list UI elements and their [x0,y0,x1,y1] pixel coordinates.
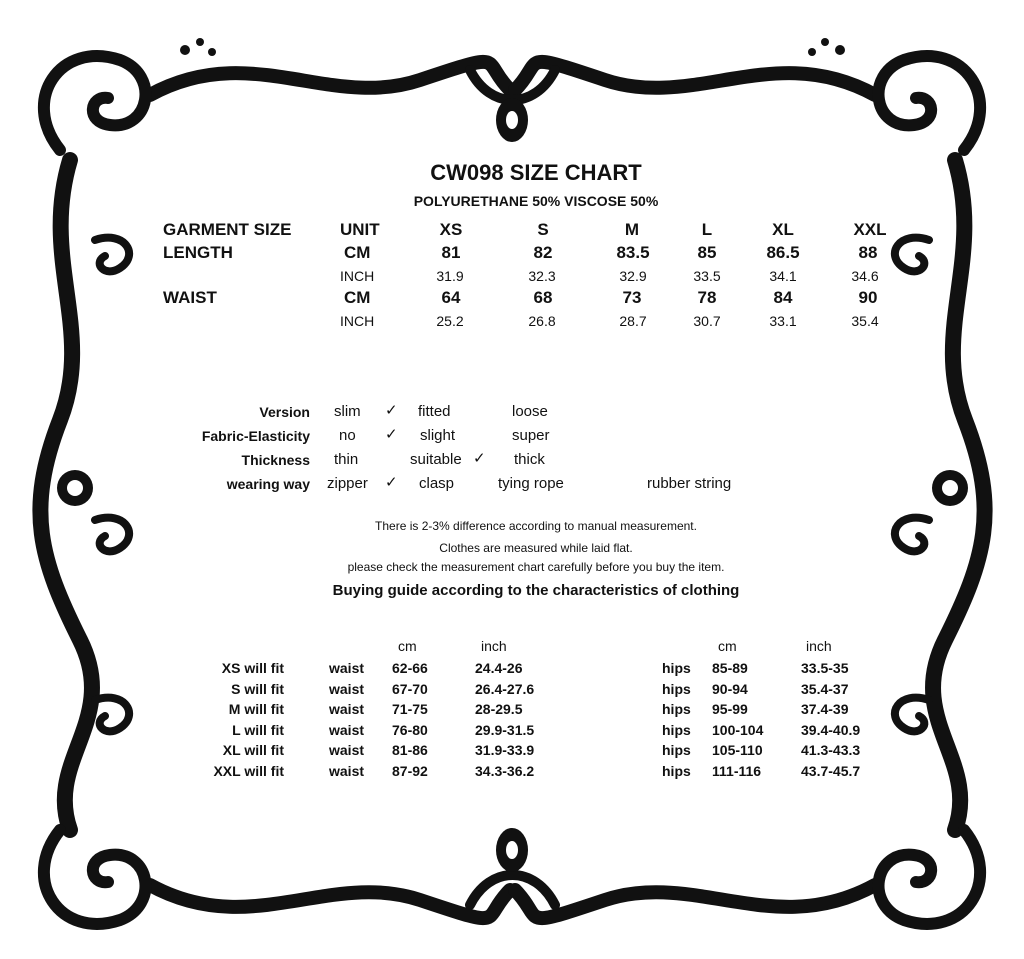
table-cell: 84 [773,288,793,307]
unit-inch: INCH [340,313,375,329]
guide-cm: 76-80 [392,722,428,738]
table-cell: 26.8 [528,313,556,329]
attr-option: zipper [327,475,368,492]
header-s: S [537,220,549,239]
guide-part: waist [329,660,365,676]
table-cell: 35.4 [851,313,879,329]
table-cell: 78 [697,288,717,307]
table-cell: 28.7 [619,313,647,329]
guide-cm: 62-66 [392,660,428,676]
guide-part2: hips [662,722,691,738]
check-mark-icon: ✓ [385,426,398,443]
attr-option: thin [334,451,359,468]
guide-cm: 81-86 [392,742,428,758]
check-mark-icon: ✓ [473,450,486,467]
attr-option: no [339,427,356,444]
guide-col-inch: inch [481,638,507,654]
guide-cm2: 85-89 [712,660,748,676]
guide-part: waist [329,681,365,697]
guide-cm2: 111-116 [712,763,762,779]
table-cell: 82 [533,243,553,262]
table-cell: 73 [622,288,642,307]
attr-option: super [512,427,550,444]
table-cell: 30.7 [693,313,721,329]
guide-cm2: 105-110 [712,742,763,758]
guide-part2: hips [662,763,691,779]
guide-col-cm: cm [718,638,737,654]
guide-size: S will fit [231,681,284,697]
guide-part2: hips [662,701,691,717]
guide-cm2: 95-99 [712,701,748,717]
table-cell: 32.3 [528,268,556,284]
table-cell: 83.5 [616,243,650,262]
attr-label-version: Version [259,404,310,420]
material-subtitle: POLYURETHANE 50% VISCOSE 50% [413,193,659,209]
guide-inch2: 43.7-45.7 [801,763,861,779]
unit-cm: CM [344,288,371,307]
guide-part: waist [329,701,365,717]
header-unit: UNIT [340,220,380,239]
table-cell: 81 [441,243,461,262]
guide-inch2: 39.4-40.9 [801,722,861,738]
header-xxl: XXL [853,220,887,239]
guide-part2: hips [662,681,691,697]
note-line: Clothes are measured while laid flat. [439,541,633,555]
guide-size: XXL will fit [213,763,284,779]
guide-cm: 67-70 [392,681,428,697]
guide-size: XS will fit [221,660,284,676]
attr-option: tying rope [498,475,564,492]
table-cell: 31.9 [436,268,464,284]
table-cell: 34.6 [851,268,879,284]
guide-inch: 29.9-31.5 [475,722,535,738]
table-cell: 32.9 [619,268,647,284]
table-cell: 25.2 [436,313,464,329]
guide-part: waist [329,722,365,738]
table-cell: 86.5 [766,243,800,262]
guide-inch2: 35.4-37 [801,681,849,697]
attr-option: suitable [410,451,462,468]
table-cell: 33.1 [769,313,797,329]
table-cell: 85 [697,243,717,262]
unit-cm: CM [344,243,371,262]
guide-inch: 31.9-33.9 [475,742,535,758]
attr-option: slim [334,403,361,420]
table-cell: 34.1 [769,268,797,284]
guide-cm: 87-92 [392,763,428,779]
unit-inch: INCH [340,268,375,284]
table-cell: 33.5 [693,268,721,284]
check-mark-icon: ✓ [385,474,398,491]
table-cell: 90 [858,288,878,307]
attr-option: fitted [418,403,451,420]
note-line: There is 2-3% difference according to manual measurement. [375,519,697,533]
guide-size: L will fit [232,722,284,738]
guide-col-inch: inch [806,638,832,654]
attr-option: slight [420,427,456,444]
table-cell: 88 [858,243,878,262]
guide-inch: 28-29.5 [475,701,523,717]
guide-part2: hips [662,660,691,676]
header-xs: XS [439,220,463,239]
guide-size: XL will fit [222,742,284,758]
header-m: M [624,220,640,239]
attr-option: rubber string [647,475,732,492]
page-title: CW098 SIZE CHART [430,160,642,185]
guide-cm2: 90-94 [712,681,748,697]
row-label-waist: WAIST [163,288,217,307]
attr-label-fabric-elasticity: Fabric-Elasticity [201,428,310,444]
guide-inch2: 41.3-43.3 [801,742,861,758]
guide-inch2: 37.4-39 [801,701,849,717]
attr-option: thick [514,451,545,468]
guide-inch: 34.3-36.2 [475,763,535,779]
attr-option: clasp [419,475,455,492]
table-cell: 68 [533,288,553,307]
guide-inch: 24.4-26 [475,660,523,676]
guide-part2: hips [662,742,691,758]
note-line: please check the measurement chart carefully before you buy the item. [347,560,725,574]
guide-part: waist [329,763,365,779]
header-l: L [701,220,713,239]
row-label-length: LENGTH [163,243,233,262]
check-mark-icon: ✓ [385,402,398,419]
attr-label-thickness: Thickness [241,452,310,468]
guide-cm2: 100-104 [712,722,764,738]
guide-size: M will fit [228,701,284,717]
header-xl: XL [772,220,794,239]
table-cell: 64 [441,288,461,307]
header-garment-size: GARMENT SIZE [163,220,292,239]
attr-option: loose [512,403,548,420]
guide-inch2: 33.5-35 [801,660,849,676]
guide-part: waist [329,742,365,758]
attr-label-wearing-way: wearing way [226,476,310,492]
guide-inch: 26.4-27.6 [475,681,535,697]
buying-guide-title: Buying guide according to the characteristics of clothing [332,582,740,599]
guide-cm: 71-75 [392,701,428,717]
guide-col-cm: cm [398,638,417,654]
